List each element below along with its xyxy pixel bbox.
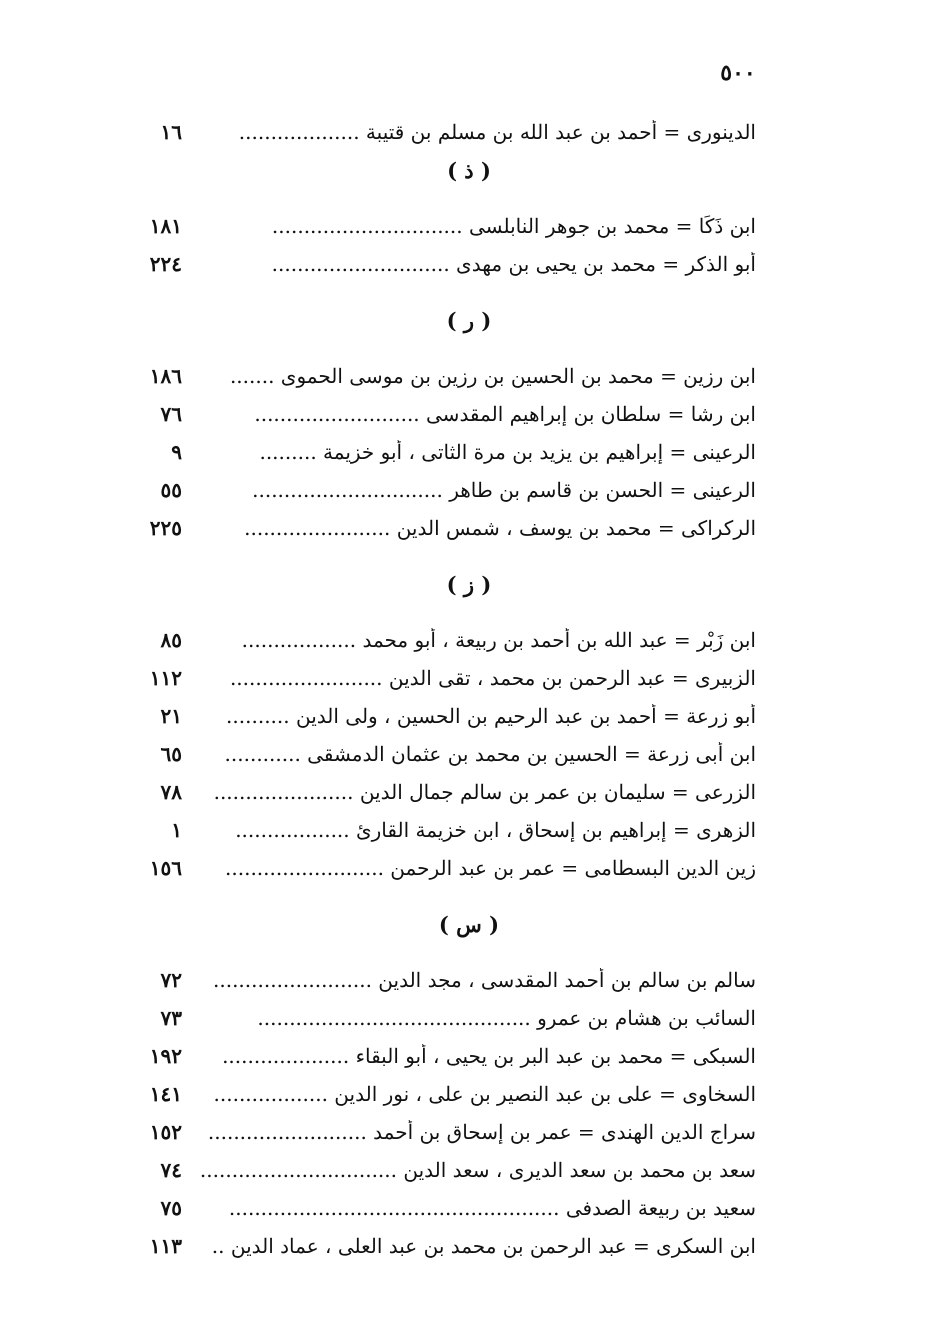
entry-name: السخاوى = على بن عبد النصير بن على ، نور الدين .................. xyxy=(213,1082,756,1106)
section-spacer xyxy=(0,608,938,626)
index-entry-row xyxy=(0,1004,938,1042)
entry-name: الدينورى = أحمد بن عبد الله بن مسلم بن قتيبة ................... xyxy=(238,120,756,144)
index-entry-row xyxy=(0,514,938,552)
index-entry-row xyxy=(0,664,938,702)
entry-name: الزبيرى = عبد الرحمن بن محمد ، تقى الدين ........................ xyxy=(229,666,756,690)
index-entry-row xyxy=(0,118,938,156)
section-spacer xyxy=(0,288,938,306)
index-entry-row xyxy=(0,740,938,778)
entry-name: ابن ذَكَا = محمد بن جوهر النابلسى .............................. xyxy=(271,214,756,238)
index-entry-row xyxy=(0,1042,938,1080)
section-heading-row xyxy=(0,156,938,194)
section-spacer xyxy=(0,892,938,910)
section-heading: ( س ) xyxy=(438,912,500,937)
index-entry-row xyxy=(0,778,938,816)
entry-name: الرعينى = الحسن بن قاسم بن طاهر .............................. xyxy=(252,478,756,502)
index-entry-row xyxy=(0,1118,938,1156)
entry-page-number: ٢٢٥ xyxy=(149,516,182,540)
section-spacer xyxy=(0,344,938,362)
index-entry-row xyxy=(0,966,938,1004)
index-entry-row xyxy=(0,1194,938,1232)
section-heading: ( ر ) xyxy=(446,308,492,333)
entry-name: سعد بن محمد بن سعد الديرى ، سعد الدين ............................... xyxy=(199,1158,756,1182)
entry-page-number: ٧٨ xyxy=(160,780,182,804)
index-entry-row xyxy=(0,626,938,664)
index-entry-row xyxy=(0,816,938,854)
entry-name: السائب بن هشام بن عمرو ........................................... xyxy=(257,1006,756,1030)
entry-name: الزرعى = سليمان بن عمر بن سالم جمال الدين ...................... xyxy=(213,780,756,804)
section-heading-row xyxy=(0,306,938,344)
entry-page-number: ١ xyxy=(171,818,182,842)
page-number: ٥٠٠ xyxy=(720,60,756,86)
index-entry-row xyxy=(0,438,938,476)
entry-page-number: ١٥٢ xyxy=(149,1120,182,1144)
entry-page-number: ١٨١ xyxy=(149,214,182,238)
index-entry-row xyxy=(0,400,938,438)
entry-page-number: ٥٥ xyxy=(160,478,182,502)
section-heading: ( ز ) xyxy=(446,572,492,597)
section-heading-row xyxy=(0,910,938,948)
entry-page-number: ١١٣ xyxy=(149,1234,182,1258)
index-entry-row xyxy=(0,362,938,400)
index-entry-row xyxy=(0,702,938,740)
entry-page-number: ٨٥ xyxy=(160,628,182,652)
entry-name: أبو الذكر = محمد بن يحيى بن مهدى ............................ xyxy=(271,252,756,276)
index-entry-row xyxy=(0,1232,938,1270)
entry-name: سعيد بن ربيعة الصدفى .................................................... xyxy=(228,1196,756,1220)
entry-name: ابن زَبْر = عبد الله بن أحمد بن ربيعة ، أبو محمد .................. xyxy=(241,628,756,652)
entry-page-number: ١١٢ xyxy=(149,666,182,690)
index-entry-row xyxy=(0,250,938,288)
entry-name: الزهرى = إبراهيم بن إسحاق ، ابن خزيمة القارئ .................. xyxy=(235,818,756,842)
entry-page-number: ٩ xyxy=(171,440,182,464)
section-spacer xyxy=(0,948,938,966)
index-entry-row xyxy=(0,1080,938,1118)
section-spacer xyxy=(0,552,938,570)
entry-name: أبو زرعة = أحمد بن عبد الرحيم بن الحسين ، ولى الدين .......... xyxy=(226,704,756,728)
entry-page-number: ٢٢٤ xyxy=(149,252,182,276)
entry-name: سالم بن سالم بن أحمد المقدسى ، مجد الدين ......................... xyxy=(213,968,756,992)
entry-page-number: ١٤١ xyxy=(149,1082,182,1106)
index-entries-list xyxy=(0,118,938,1270)
entry-name: ابن رزين = محمد بن الحسين بن رزين بن موسى الحموى ....... xyxy=(229,364,756,388)
entry-name: ابن أبى زرعة = الحسين بن محمد بن عثمان الدمشقى ............ xyxy=(224,742,756,766)
entry-page-number: ١٩٢ xyxy=(149,1044,182,1068)
entry-page-number: ٧٣ xyxy=(160,1006,182,1030)
index-entry-row xyxy=(0,854,938,892)
entry-page-number: ٧٦ xyxy=(160,402,182,426)
entry-page-number: ٧٥ xyxy=(160,1196,182,1220)
index-entry-row xyxy=(0,476,938,514)
entry-name: الركراكى = محمد بن يوسف ، شمس الدين ....................... xyxy=(244,516,756,540)
entry-name: ابن رشا = سلطان بن إبراهيم المقدسى .......................... xyxy=(254,402,756,426)
entry-name: زين الدين البسطامى = عمر بن عبد الرحمن ......................... xyxy=(225,856,756,880)
entry-name: السبكى = محمد بن عبد البر بن يحيى ، أبو البقاء .................... xyxy=(222,1044,756,1068)
section-heading-row xyxy=(0,570,938,608)
entry-name: الرعينى = إبراهيم بن يزيد بن مرة الثاتى ، أبو خزيمة ......... xyxy=(259,440,756,464)
entry-name: ابن السكرى = عبد الرحمن بن محمد بن عبد العلى ، عماد الدين .. xyxy=(211,1234,756,1258)
entry-page-number: ٧٢ xyxy=(160,968,182,992)
entry-page-number: ٦٥ xyxy=(160,742,182,766)
entry-page-number: ٢١ xyxy=(160,704,182,728)
entry-page-number: ١٦ xyxy=(160,120,182,144)
entry-page-number: ١٥٦ xyxy=(149,856,182,880)
section-heading: ( ذ ) xyxy=(447,158,491,183)
entry-page-number: ١٨٦ xyxy=(149,364,182,388)
entry-page-number: ٧٤ xyxy=(160,1158,182,1182)
index-entry-row xyxy=(0,1156,938,1194)
section-spacer xyxy=(0,194,938,212)
index-entry-row xyxy=(0,212,938,250)
entry-name: سراج الدين الهندى = عمر بن إسحاق بن أحمد ......................... xyxy=(207,1120,756,1144)
